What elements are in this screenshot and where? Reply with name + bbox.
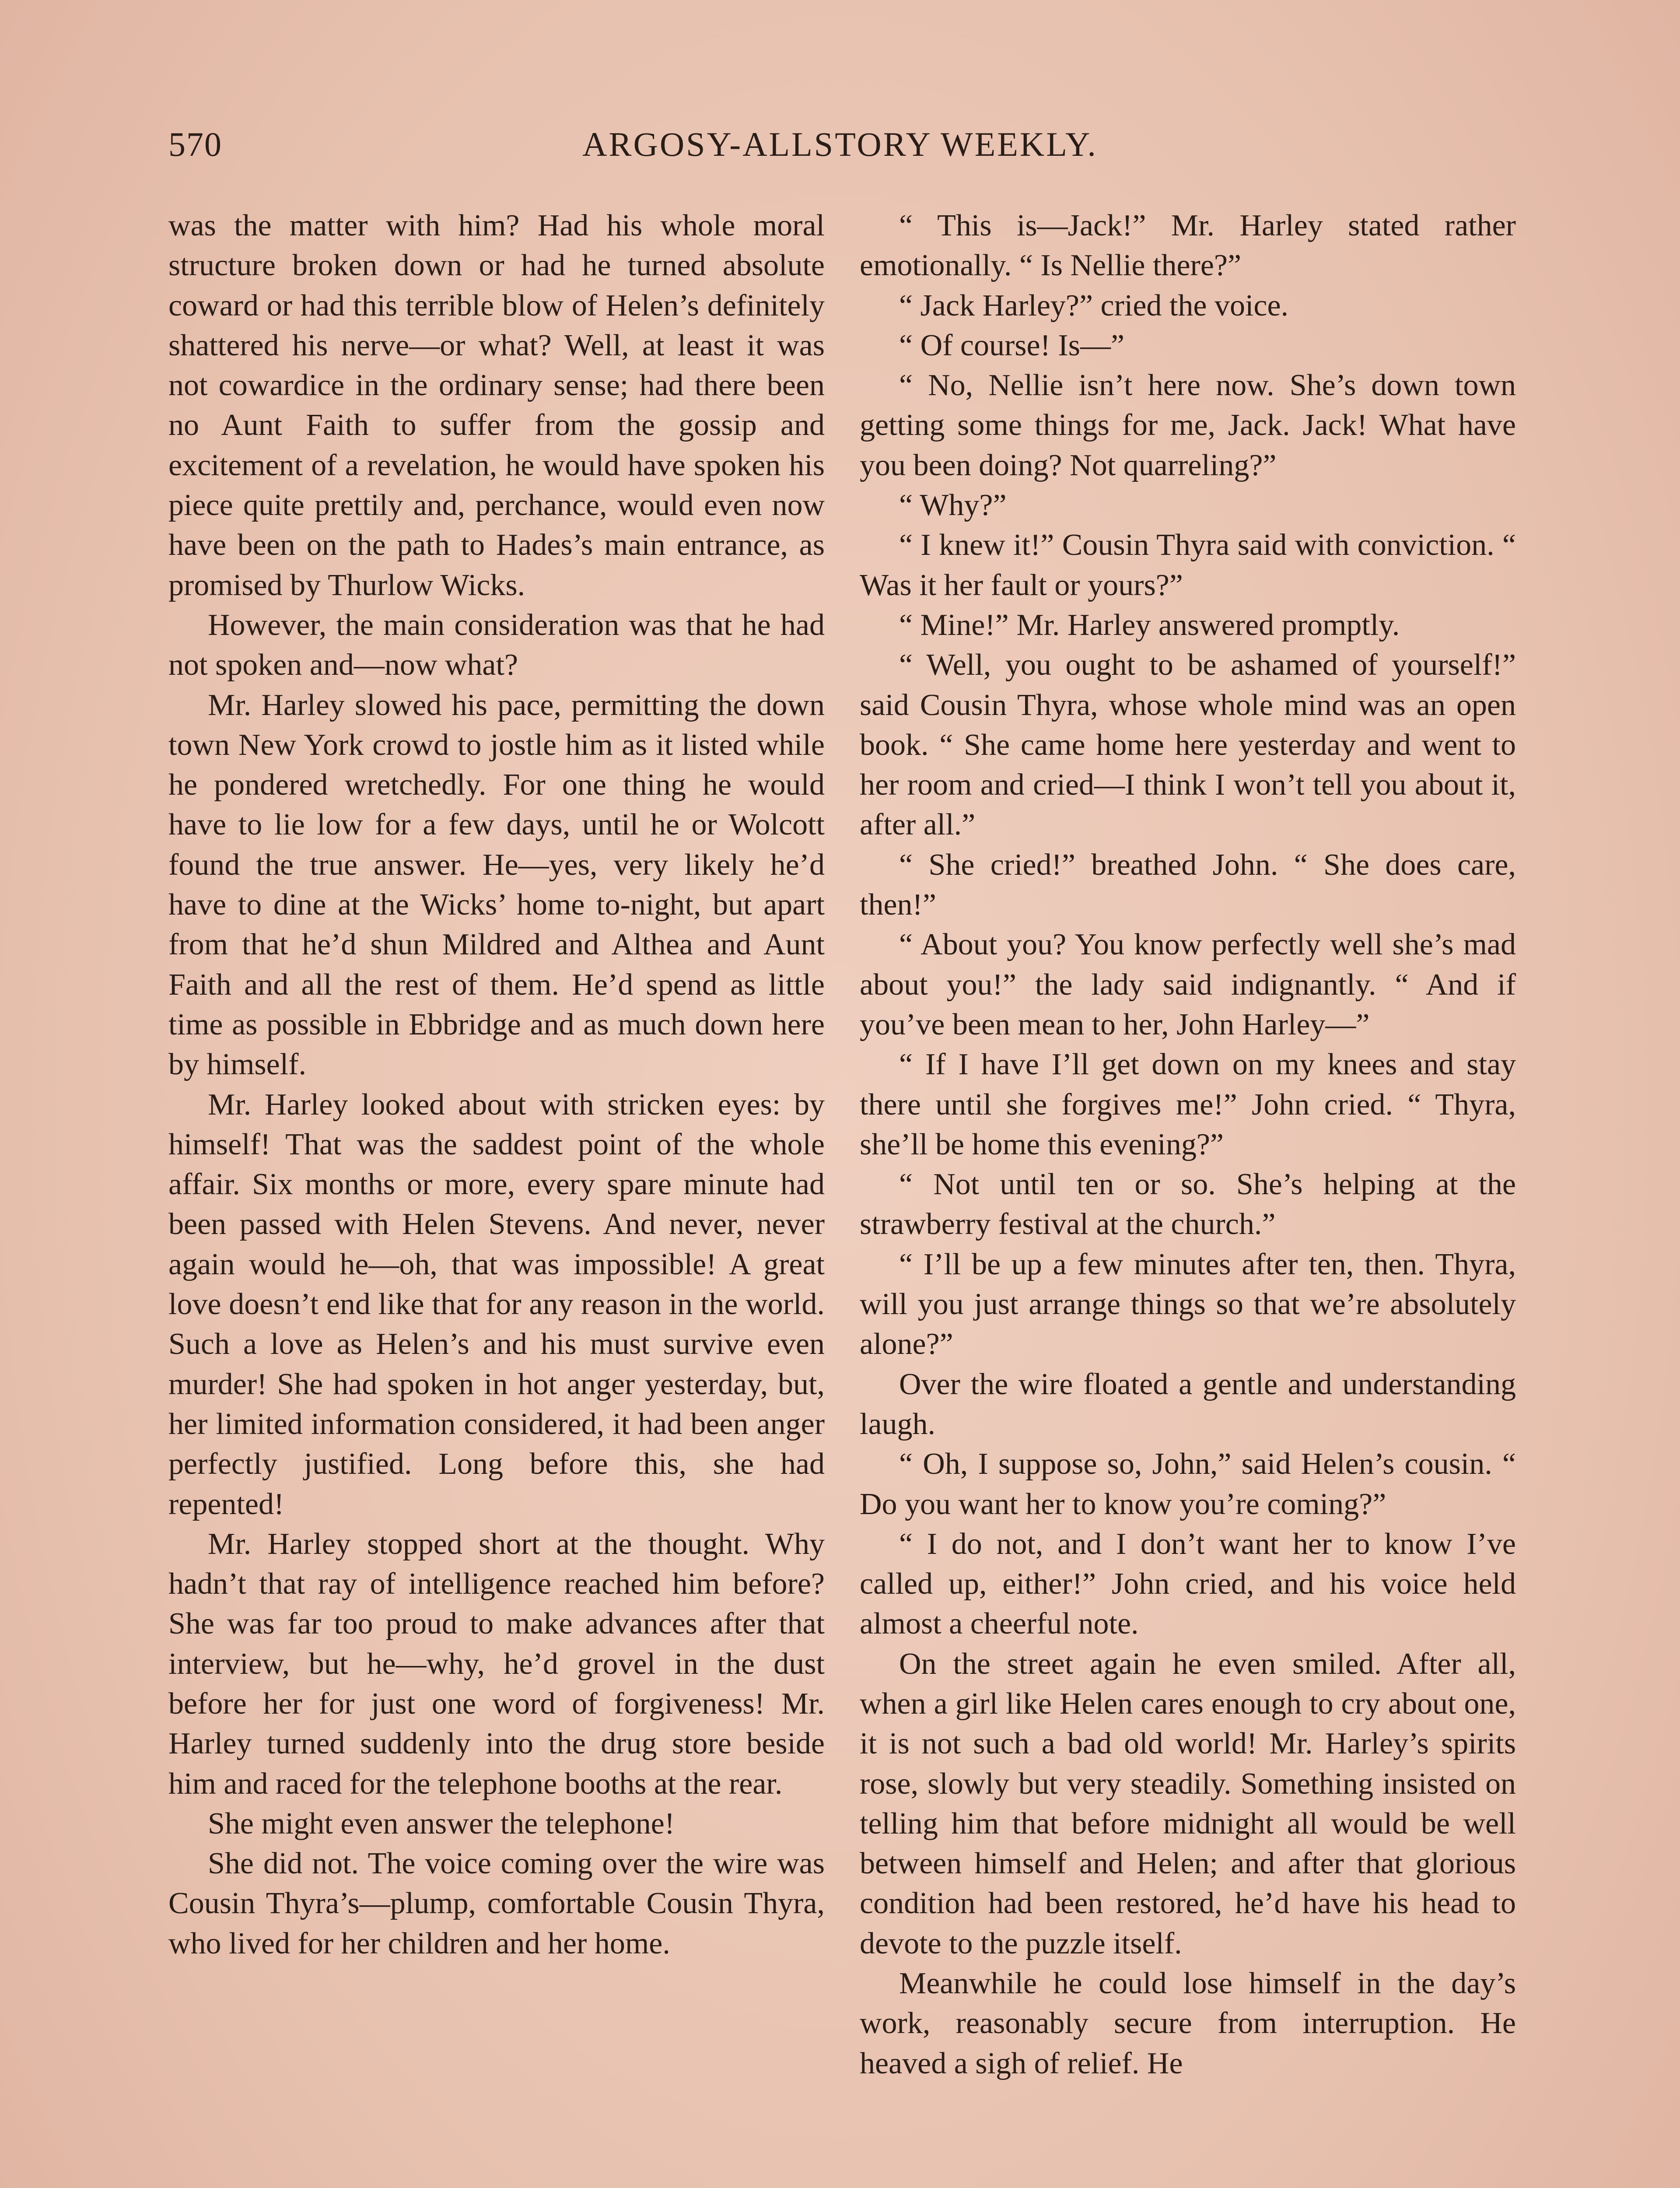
paragraph: Mr. Harley looked about with stricken eyes: by himself! That was the saddest point of the whole affair. Six months or more, every spare minute had been passed with Helen Stevens. And never, never again would he—oh, that was impossible! A great love doesn’t end like that for any reason in the world. Such a love as Helen’s and his must survive even murder! She had spoken in hot anger yesterday, but, her limited information considered, it had been anger perfectly justified. Long before this, she had repented!	[168, 1087, 825, 1521]
left-column	[168, 206, 825, 1964]
paragraph: “ If I have I’ll get down on my knees and stay there until she forgives me!” John cried. “ Thyra, she’ll be home this evening?”	[860, 1048, 1516, 1161]
paragraph: Mr. Harley slowed his pace, permitting the down town New York crowd to jostle him as it listed while he pondered wretchedly. For one thing he would have to lie low for a few days, until he or Wolcott found the true answer. He—yes, very likely he’d have to dine at the Wicks’ home to-night, but apart from that he’d shun Mildred and Althea and Aunt Faith and all the rest of them. He’d spend as little time as possible in Ebbridge and as much down here by himself.	[168, 688, 825, 1082]
paragraph: “ About you? You know perfectly well she’s mad about you!” the lady said indignantly. “ And if you’ve been mean to her, John Harley—”	[860, 928, 1516, 1041]
paragraph: On the street again he even smiled. After all, when a girl like Helen cares enough to cry about one, it is not such a bad old world! Mr. Harley’s spirits rose, slowly but very steadily. Something insisted on telling him that before midnight all would be well between himself and Helen; and after that glorious condition had been restored, he’d have his head to devote to the puzzle itself.	[860, 1647, 1516, 1960]
page-number: 570	[168, 125, 222, 163]
paragraph: was the matter with him? Had his whole moral structure broken down or had he turned absolute coward or had this terrible blow of Helen’s definitely shattered his nerve—or what? Well, at least it was not cowardice in the ordinary sense; had there been no Aunt Faith to suffer from the gossip and excitement of a revelation, he would have spoken his piece quite prettily and, perchance, would even now have been on the path to Hades’s main entrance, as promised by Thurlow Wicks.	[168, 209, 825, 602]
paragraph: “ I’ll be up a few minutes after ten, then. Thyra, will you just arrange things so that we’re absolutely alone?”	[860, 1247, 1516, 1361]
paragraph: Meanwhile he could lose himself in the day’s work, reasonably secure from interruption. He heaved a sigh of relief. He	[860, 1967, 1516, 2080]
paragraph: “ Well, you ought to be ashamed of yourself!” said Cousin Thyra, whose whole mind was an open book. “ She came home here yesterday and went to her room and cried—I think I won’t tell you about it, after all.”	[860, 648, 1516, 842]
running-title: ARGOSY-ALLSTORY WEEKLY.	[582, 125, 1098, 163]
paragraph: “ Why?”	[899, 488, 1007, 522]
paragraph: “ I do not, and I don’t want her to know I’ve called up, either!” John cried, and his voice held almost a cheerful note.	[860, 1527, 1516, 1641]
paragraph: “ She cried!” breathed John. “ She does care, then!”	[860, 848, 1516, 922]
paragraph: She did not. The voice coming over the wire was Cousin Thyra’s—plump, comfortable Cousin Thyra, who lived for her children and her home.	[168, 1847, 825, 1960]
paragraph: “ Oh, I suppose so, John,” said Helen’s cousin. “ Do you want her to know you’re coming?”	[860, 1447, 1516, 1521]
paragraph: However, the main consideration was that he had not spoken and—now what?	[168, 608, 825, 682]
paragraph: Mr. Harley stopped short at the thought. Why hadn’t that ray of intelligence reached him before? She was far too proud to make advances after that interview, but he—why, he’d grovel in the dust before her for just one word of forgiveness! Mr. Harley turned suddenly into the drug store beside him and raced for the telephone booths at the rear.	[168, 1527, 825, 1801]
paragraph: “ I knew it!” Cousin Thyra said with conviction. “ Was it her fault or yours?”	[860, 528, 1516, 602]
paragraph: “ Of course! Is—”	[899, 328, 1125, 362]
paragraph: “ Mine!” Mr. Harley answered promptly.	[899, 608, 1400, 642]
page-header	[168, 125, 1512, 177]
paragraph: “ Jack Harley?” cried the voice.	[899, 288, 1289, 323]
paragraph: Over the wire floated a gentle and understanding laugh.	[860, 1367, 1516, 1441]
paragraph: “ No, Nellie isn’t here now. She’s down town getting some things for me, Jack. Jack! What have you been doing? Not quarreling?”	[860, 368, 1516, 482]
paragraph: “ Not until ten or so. She’s helping at the strawberry festival at the church.”	[860, 1168, 1516, 1241]
right-column	[860, 206, 1516, 2083]
paragraph: She might even answer the telephone!	[208, 1806, 675, 1841]
paragraph: “ This is—Jack!” Mr. Harley stated rather emotionally. “ Is Nellie there?”	[860, 209, 1516, 283]
